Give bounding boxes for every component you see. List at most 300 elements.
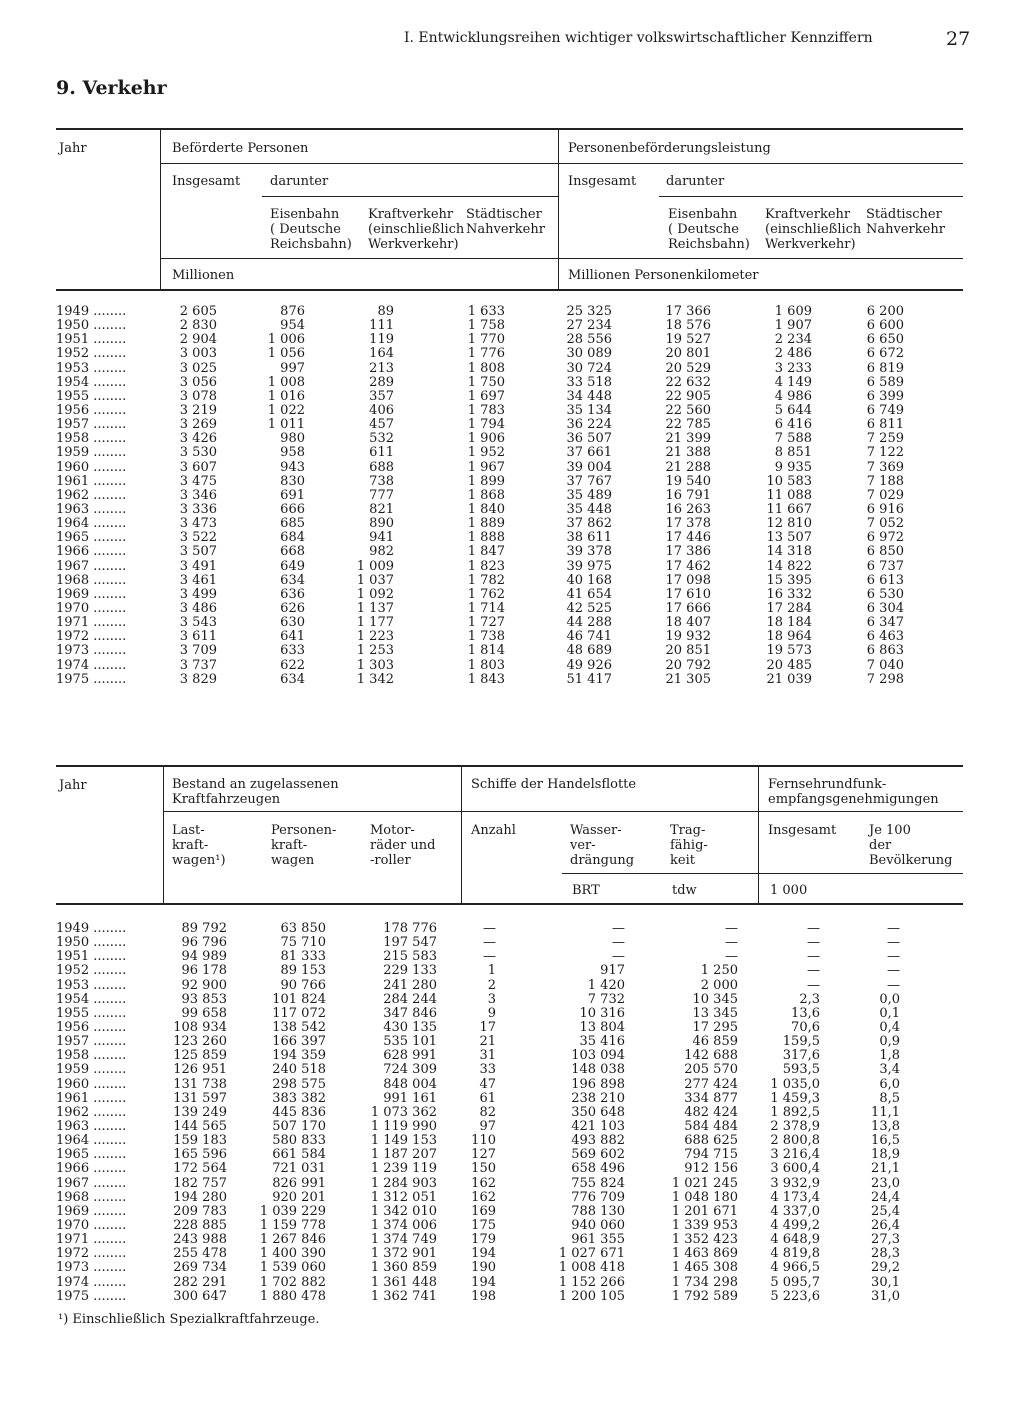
table-cell: 37 862 — [566, 516, 612, 532]
table-cell: 1 119 990 — [370, 1118, 437, 1134]
table-row — [0, 1219, 1024, 1233]
table-cell: 17 — [479, 1019, 496, 1035]
table-cell: — — [483, 921, 496, 936]
table-row — [0, 1106, 1024, 1120]
table-cell: 6 811 — [866, 417, 904, 433]
cell-year: 1965 ........ — [56, 1147, 127, 1163]
cell-year: 1954 ........ — [56, 991, 127, 1007]
table-cell: 383 382 — [272, 1090, 326, 1106]
table-cell: 22 785 — [665, 417, 711, 433]
table-cell: 36 224 — [566, 417, 612, 433]
table-row — [0, 1233, 1024, 1247]
table-cell: — — [887, 963, 900, 979]
table-row — [0, 333, 1024, 347]
table-cell: 445 836 — [272, 1104, 326, 1120]
table2-top-rule — [56, 765, 963, 767]
table-cell: 243 988 — [173, 1232, 227, 1248]
table-row — [0, 1148, 1024, 1162]
table-cell: 13,6 — [791, 1005, 820, 1021]
table-cell: 20 851 — [665, 643, 711, 659]
col-header-insgesamt: Insgesamt — [172, 174, 241, 189]
table-row — [0, 531, 1024, 545]
cell-year: 1960 ........ — [56, 1076, 127, 1092]
cell-year: 1973 ........ — [56, 643, 127, 659]
table-cell: 1 633 — [467, 304, 505, 319]
table-row — [0, 1191, 1024, 1205]
table-cell: 94 989 — [181, 949, 227, 965]
table-cell: 39 378 — [566, 544, 612, 560]
table-cell: 26,4 — [871, 1217, 900, 1233]
table-cell: 1 880 478 — [259, 1288, 326, 1304]
table-cell: — — [725, 921, 738, 936]
table-cell: 4 149 — [774, 374, 812, 390]
table-cell: 29,2 — [871, 1260, 900, 1276]
table-cell: 47 — [479, 1076, 496, 1092]
table1-top-rule — [56, 128, 963, 130]
table-cell: 7 052 — [866, 516, 904, 532]
table-cell: 1 539 060 — [259, 1260, 326, 1276]
table2-rule — [164, 811, 963, 812]
table-cell: 159 183 — [173, 1133, 227, 1149]
table-cell: 890 — [369, 516, 394, 532]
table-cell: 33 — [479, 1062, 496, 1078]
table-cell: 22 560 — [665, 402, 711, 418]
table-cell: 172 564 — [173, 1161, 227, 1177]
table-cell: 16 263 — [665, 501, 711, 517]
table-cell: 961 355 — [571, 1232, 625, 1248]
table-cell: 569 602 — [571, 1147, 625, 1163]
table-cell: 1 783 — [467, 402, 505, 418]
table-row — [0, 517, 1024, 531]
table-cell: 19 573 — [766, 643, 812, 659]
table-cell: 1 009 — [356, 558, 394, 574]
table-cell: 37 661 — [566, 445, 612, 461]
table-cell: 11 088 — [766, 487, 812, 503]
table-cell: 30 724 — [566, 360, 612, 376]
table-cell: 205 570 — [684, 1062, 738, 1078]
table-cell: 6 463 — [866, 629, 904, 645]
table-cell: 821 — [369, 501, 394, 517]
table-cell: 18 184 — [766, 615, 812, 631]
table-cell: 117 072 — [272, 1005, 326, 1021]
table-row — [0, 461, 1024, 475]
cell-year: 1951 ........ — [56, 949, 127, 965]
table-cell: 16,5 — [871, 1133, 900, 1149]
col-header-staedtischer-nahverkehr: Städtischer Nahverkehr — [466, 207, 545, 237]
table-cell: 7 122 — [866, 445, 904, 461]
cell-year: 1975 ........ — [56, 1288, 127, 1304]
table-cell: 21 039 — [766, 671, 812, 687]
table-cell: 6 672 — [866, 346, 904, 362]
cell-year: 1972 ........ — [56, 629, 127, 645]
table-row — [0, 1049, 1024, 1063]
table-cell: 2 000 — [700, 977, 738, 993]
table-cell: 649 — [280, 558, 305, 574]
table-cell: 14 822 — [766, 558, 812, 574]
table-cell: 240 518 — [272, 1062, 326, 1078]
table-cell: 9 935 — [774, 459, 812, 475]
table-row — [0, 1276, 1024, 1290]
col-header-personenkraftwagen: Personen- kraft- wagen — [271, 823, 337, 868]
cell-year: 1963 ........ — [56, 501, 127, 517]
table-cell: 31 — [479, 1048, 496, 1064]
table-cell: 17 666 — [665, 600, 711, 616]
table-cell: 1 734 298 — [671, 1274, 738, 1290]
table-cell: 3 269 — [179, 417, 217, 433]
cell-year: 1963 ........ — [56, 1118, 127, 1134]
table-cell: — — [807, 977, 820, 993]
table-cell: — — [807, 935, 820, 951]
table-cell: 1 770 — [467, 332, 505, 348]
cell-year: 1970 ........ — [56, 600, 127, 616]
table1-rule — [262, 196, 558, 197]
cell-year: 1954 ........ — [56, 374, 127, 390]
table-cell: 75 710 — [280, 935, 326, 951]
table-cell: 991 161 — [383, 1090, 437, 1106]
page-number: 27 — [946, 28, 971, 50]
table-cell: 1 738 — [467, 629, 505, 645]
table-cell: 684 — [280, 530, 305, 546]
table-cell: 17 386 — [665, 544, 711, 560]
table-cell: 1 177 — [356, 615, 394, 631]
table-cell: 6 749 — [866, 402, 904, 418]
cell-year: 1953 ........ — [56, 977, 127, 993]
table-cell: 688 625 — [684, 1133, 738, 1149]
table-cell: 3 461 — [179, 572, 217, 588]
table-cell: 24,4 — [871, 1189, 900, 1205]
table-cell: 7 298 — [866, 671, 904, 687]
table-cell: 148 038 — [571, 1062, 625, 1078]
table-cell: 3 530 — [179, 445, 217, 461]
table-cell: 1 360 859 — [370, 1260, 437, 1276]
table-cell: 1 782 — [467, 572, 505, 588]
table-cell: 1 374 749 — [370, 1232, 437, 1248]
table-cell: 1 899 — [467, 473, 505, 489]
table-row — [0, 950, 1024, 964]
table-cell: 1 803 — [467, 657, 505, 673]
table-cell: 164 — [369, 346, 394, 362]
table-cell: 23,0 — [871, 1175, 900, 1191]
running-head: I. Entwicklungsreihen wichtiger volkswirtschaftlicher Kennziffern — [404, 30, 873, 46]
table-cell: 19 540 — [665, 473, 711, 489]
table-cell: 628 991 — [383, 1048, 437, 1064]
table-cell: 96 796 — [181, 935, 227, 951]
table-cell: 776 709 — [571, 1189, 625, 1205]
table-cell: 18 964 — [766, 629, 812, 645]
table-cell: 127 — [471, 1147, 496, 1163]
table-cell: 6 416 — [774, 417, 812, 433]
table-cell: 18,9 — [871, 1147, 900, 1163]
table-row — [0, 475, 1024, 489]
table-cell: 81 333 — [280, 949, 326, 965]
table-row — [0, 1078, 1024, 1092]
table-cell: 13,8 — [871, 1118, 900, 1134]
table-cell: 1 888 — [467, 530, 505, 546]
cell-year: 1956 ........ — [56, 1019, 127, 1035]
table-cell: 3 607 — [179, 459, 217, 475]
table-cell: 37 767 — [566, 473, 612, 489]
table-cell: 25 325 — [566, 304, 612, 319]
table-cell: 17 378 — [665, 516, 711, 532]
table-cell: 99 658 — [181, 1005, 227, 1021]
table1-rule — [161, 258, 963, 259]
table-cell: 196 898 — [571, 1076, 625, 1092]
table-cell: 289 — [369, 374, 394, 390]
table-cell: 2,3 — [799, 991, 820, 1007]
col-header-eisenbahn: Eisenbahn ( Deutsche Reichsbahn) — [668, 207, 750, 252]
table-cell: 194 359 — [272, 1048, 326, 1064]
table-cell: 1 906 — [467, 431, 505, 447]
cell-year: 1974 ........ — [56, 1274, 127, 1290]
cell-year: 1973 ........ — [56, 1260, 127, 1276]
table-cell: 7 732 — [587, 991, 625, 1007]
table-cell: 1 465 308 — [671, 1260, 738, 1276]
table-cell: 1 823 — [467, 558, 505, 574]
table-cell: 70,6 — [791, 1019, 820, 1035]
table-cell: 6 304 — [866, 600, 904, 616]
col-header-motorraeder: Motor- räder und -roller — [370, 823, 436, 868]
table-cell: 1 021 245 — [671, 1175, 738, 1191]
table-row — [0, 659, 1024, 673]
table-cell: 1 750 — [467, 374, 505, 390]
table-cell: 912 156 — [684, 1161, 738, 1177]
table-cell: 17 610 — [665, 586, 711, 602]
table-cell: 8,5 — [879, 1090, 900, 1106]
table-cell: 82 — [479, 1104, 496, 1120]
table-cell: 0,4 — [879, 1019, 900, 1035]
table-cell: — — [612, 935, 625, 951]
table-cell: 1 459,3 — [770, 1090, 820, 1106]
table-cell: 182 757 — [173, 1175, 227, 1191]
table-cell: 1 016 — [267, 388, 305, 404]
cell-year: 1949 ........ — [56, 304, 127, 319]
table-cell: 1 342 — [356, 671, 394, 687]
table-cell: 1 339 953 — [671, 1217, 738, 1233]
table-row — [0, 1290, 1024, 1304]
table-row — [0, 616, 1024, 630]
table2-divider — [163, 767, 164, 904]
table-cell: 229 133 — [383, 963, 437, 979]
table-cell: 1 463 869 — [671, 1246, 738, 1262]
table-row — [0, 644, 1024, 658]
table-cell: 1 159 778 — [259, 1217, 326, 1233]
table-cell: 6 916 — [866, 501, 904, 517]
table-cell: 35 448 — [566, 501, 612, 517]
table-cell: 1 303 — [356, 657, 394, 673]
table-cell: 190 — [471, 1260, 496, 1276]
table-cell: 22 905 — [665, 388, 711, 404]
table-cell: 633 — [280, 643, 305, 659]
table-cell: 1 — [487, 963, 496, 979]
table-cell: 5 644 — [774, 402, 812, 418]
cell-year: 1969 ........ — [56, 1203, 127, 1219]
table-cell: 20 792 — [665, 657, 711, 673]
cell-year: 1957 ........ — [56, 417, 127, 433]
table-row — [0, 319, 1024, 333]
table-row — [0, 390, 1024, 404]
table-cell: 17 446 — [665, 530, 711, 546]
table-cell: 3 078 — [179, 388, 217, 404]
table-cell: 6 737 — [866, 558, 904, 574]
table-cell: 3 829 — [179, 671, 217, 687]
table-cell: 209 783 — [173, 1203, 227, 1219]
footnote: ¹) Einschließlich Spezialkraftfahrzeuge. — [58, 1312, 320, 1327]
table-cell: 21 — [479, 1034, 496, 1050]
table-cell: 17 098 — [665, 572, 711, 588]
cell-year: 1962 ........ — [56, 487, 127, 503]
table-cell: 1 758 — [467, 318, 505, 334]
table-cell: 1 027 671 — [558, 1246, 625, 1262]
table-cell: 6 399 — [866, 388, 904, 404]
table-cell: 848 004 — [383, 1076, 437, 1092]
table-cell: 4 986 — [774, 388, 812, 404]
table-cell: 7 369 — [866, 459, 904, 475]
table-cell: 1 137 — [356, 600, 394, 616]
table-cell: 1 609 — [774, 304, 812, 319]
table-cell: 493 882 — [571, 1133, 625, 1149]
table-row — [0, 588, 1024, 602]
table-cell: 1 267 846 — [259, 1232, 326, 1248]
cell-year: 1952 ........ — [56, 346, 127, 362]
table-row — [0, 574, 1024, 588]
table-cell: 1 056 — [267, 346, 305, 362]
table-cell: 22 632 — [665, 374, 711, 390]
cell-year: 1966 ........ — [56, 1161, 127, 1177]
table-cell: 179 — [471, 1232, 496, 1248]
col-header-anzahl: Anzahl — [471, 823, 516, 838]
table-cell: 3 473 — [179, 516, 217, 532]
table-cell: 3 737 — [179, 657, 217, 673]
table-cell: 103 094 — [571, 1048, 625, 1064]
table-row — [0, 1205, 1024, 1219]
table-cell: 49 926 — [566, 657, 612, 673]
table-cell: 532 — [369, 431, 394, 447]
table-cell: 142 688 — [684, 1048, 738, 1064]
table-cell: 826 991 — [272, 1175, 326, 1191]
table-cell: 661 584 — [272, 1147, 326, 1163]
table-cell: 1 048 180 — [671, 1189, 738, 1205]
table-cell: 3 056 — [179, 374, 217, 390]
cell-year: 1953 ........ — [56, 360, 127, 376]
table-cell: 777 — [369, 487, 394, 503]
table-row — [0, 993, 1024, 1007]
table-cell: 3 025 — [179, 360, 217, 376]
col-header-kraftverkehr: Kraftverkehr (einschließlich Werkverkehr) — [765, 207, 862, 252]
table-cell: 162 — [471, 1189, 496, 1205]
table-cell: 943 — [280, 459, 305, 475]
table-cell: 1 342 010 — [370, 1203, 437, 1219]
table-cell: 1 400 390 — [259, 1246, 326, 1262]
table-cell: 19 932 — [665, 629, 711, 645]
table-cell: 17 366 — [665, 304, 711, 319]
table-cell: 940 060 — [571, 1217, 625, 1233]
table-cell: 19 527 — [665, 332, 711, 348]
table-cell: 1 794 — [467, 417, 505, 433]
table-cell: — — [807, 949, 820, 965]
table-cell: — — [807, 963, 820, 979]
table-cell: 688 — [369, 459, 394, 475]
table-cell: 138 542 — [272, 1019, 326, 1035]
col-header-jahr: Jahr — [59, 778, 87, 793]
table-row — [0, 404, 1024, 418]
table-cell: 51 417 — [566, 671, 612, 687]
table-cell: 6 819 — [866, 360, 904, 376]
table-cell: 334 877 — [684, 1090, 738, 1106]
table-cell: 48 689 — [566, 643, 612, 659]
table-cell: 89 — [377, 304, 394, 319]
table-cell: 241 280 — [383, 977, 437, 993]
cell-year: 1967 ........ — [56, 1175, 127, 1191]
table-cell: 721 031 — [272, 1161, 326, 1177]
table-row — [0, 1021, 1024, 1035]
table-cell: 1 967 — [467, 459, 505, 475]
table-cell: 28,3 — [871, 1246, 900, 1262]
table-cell: 3 233 — [774, 360, 812, 376]
table-cell: 14 318 — [766, 544, 812, 560]
table-cell: 4 819,8 — [770, 1246, 820, 1262]
cell-year: 1951 ........ — [56, 332, 127, 348]
table-cell: 507 170 — [272, 1118, 326, 1134]
table-cell: 20 485 — [766, 657, 812, 673]
table-cell: 213 — [369, 360, 394, 376]
table-cell: 111 — [369, 318, 394, 334]
table-cell: 630 — [280, 615, 305, 631]
table-cell: 139 249 — [173, 1104, 227, 1120]
table-cell: 238 210 — [571, 1090, 625, 1106]
table-cell: 36 507 — [566, 431, 612, 447]
table-cell: 300 647 — [173, 1288, 227, 1304]
table-cell: 21,1 — [871, 1161, 900, 1177]
table-row — [0, 936, 1024, 950]
cell-year: 1955 ........ — [56, 1005, 127, 1021]
table-cell: 580 833 — [272, 1133, 326, 1149]
table-cell: 1 374 006 — [370, 1217, 437, 1233]
table-row — [0, 1177, 1024, 1191]
table-row — [0, 503, 1024, 517]
table-cell: 7 029 — [866, 487, 904, 503]
table-row — [0, 432, 1024, 446]
table-cell: 7 259 — [866, 431, 904, 447]
table-cell: 269 734 — [173, 1260, 227, 1276]
table-cell: 35 134 — [566, 402, 612, 418]
table-cell: 2 — [487, 977, 496, 993]
table-cell: 38 611 — [566, 530, 612, 546]
table-cell: 641 — [280, 629, 305, 645]
table-cell: 535 101 — [383, 1034, 437, 1050]
table-cell: 347 846 — [383, 1005, 437, 1021]
table-cell: 3 522 — [179, 530, 217, 546]
table-cell: 2 605 — [179, 304, 217, 319]
table-cell: 33 518 — [566, 374, 612, 390]
table-cell: 61 — [479, 1090, 496, 1106]
table-cell: 6 600 — [866, 318, 904, 334]
table-cell: 7 040 — [866, 657, 904, 673]
table-cell: 482 424 — [684, 1104, 738, 1120]
table-cell: 42 525 — [566, 600, 612, 616]
table-cell: 1 149 153 — [370, 1133, 437, 1149]
table-cell: 1 187 207 — [370, 1147, 437, 1163]
table-cell: — — [612, 949, 625, 965]
table-cell: 421 103 — [571, 1118, 625, 1134]
unit-label: tdw — [672, 883, 697, 898]
table2-header-bottom-rule — [56, 903, 963, 905]
table-cell: 44 288 — [566, 615, 612, 631]
table-row — [0, 347, 1024, 361]
table-cell: 10 583 — [766, 473, 812, 489]
table-cell: 126 951 — [173, 1062, 227, 1078]
table-cell: 4 648,9 — [770, 1232, 820, 1248]
table-row — [0, 305, 1024, 319]
